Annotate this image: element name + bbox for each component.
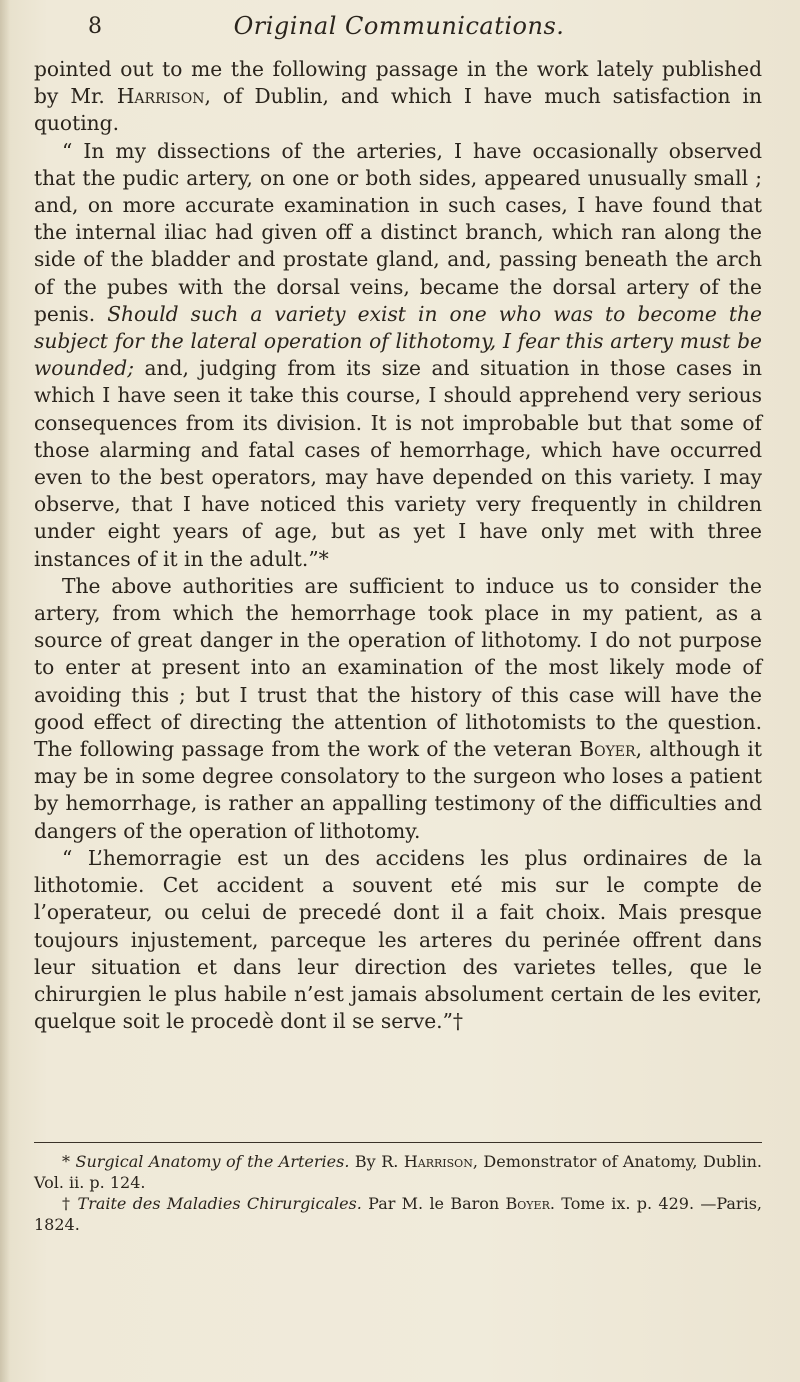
emphasized-passage: Should such a variety exist in one who was to become the subject for the lateral operation of lithotomy, I fear this artery must be wounded; (34, 301, 762, 381)
footnote-rule (34, 1142, 762, 1143)
paragraph-1: pointed out to me the following passage in the work lately published by Mr. Harrison, of Dublin, and which I have much satisfaction in quoting. (34, 57, 762, 136)
body-text (34, 56, 762, 1035)
author-harrison: Harrison (116, 84, 205, 109)
author-boyer: Boyer (579, 737, 636, 762)
spine-shadow (0, 0, 10, 1382)
footnotes (34, 1151, 762, 1235)
running-title: Original Communications. (233, 12, 565, 40)
paragraph-2-quotation: “ In my dissections of the arteries, I have occasionally observed that the pudic artery, on one or both sides, appeared unusually small ; and, on more accurate examination in such cases, I have found that the internal iliac had given off a distinct branch, which ran along the side of the bladder and prostate gland, and, passing beneath the arch of the pubes with the dorsal veins, became the dorsal artery of the penis. Should such a variety exist in one who was to become the subject for the lateral operation of lithotomy, I fear this artery must be wounded; and, judging from its size and situation in those cases in which I have seen it take this course, I should apprehend very serious consequences from its division. It is not improbable but that some of those alarming and fatal cases of hemorrhage, which have occurred even to the best operators, may have depended on this variety. I may observe, that I have noticed this variety very frequently in children under eight years of age, but as yet I have only met with three instances of it in the adult.”* (34, 138, 762, 571)
footnote-2: † Traite des Maladies Chirurgicales. Par M. le Baron Boyer. Tome ix. p. 429. —Paris, 1824. (34, 1194, 762, 1234)
page-header (34, 12, 764, 52)
footnote-1: * Surgical Anatomy of the Arteries. By R. Harrison, Demonstrator of Anatomy, Dublin. Vol. ii. p. 124. (34, 1152, 763, 1192)
paragraph-3: The above authorities are sufficient to induce us to consider the artery, from which the hemorrhage took place in my patient, as a source of great danger in the operation of lithotomy. I do not purpose to enter at present into an examination of the most likely mode of avoiding this ; but I trust that the history of this case will have the good effect of directing the attention of lithotomists to the question. The following passage from the work of the veteran Boyer, although it may be in some degree consolatory to the surgeon who loses a patient by hemorrhage, is rather an appalling testimony of the difficulties and dangers of the operation of lithotomy. (34, 573, 762, 843)
paragraph-4-french-quotation: “ L’hemorragie est un des accidens les plus ordinaires de la lithotomie. Cet accident a souvent eté mis sur le compte de l’operateur, ou celui de precedé dont il a fait choix. Mais presque toujours injustement, parceque les arteres du perinée offrent dans leur situation et dans leur direction des varietes telles, que le chirurgien le plus habile n’est jamais absolument certain de les eviter, quelque soit le procedè dont il se serve.”† (34, 845, 762, 1034)
page-number: 8 (88, 14, 102, 39)
